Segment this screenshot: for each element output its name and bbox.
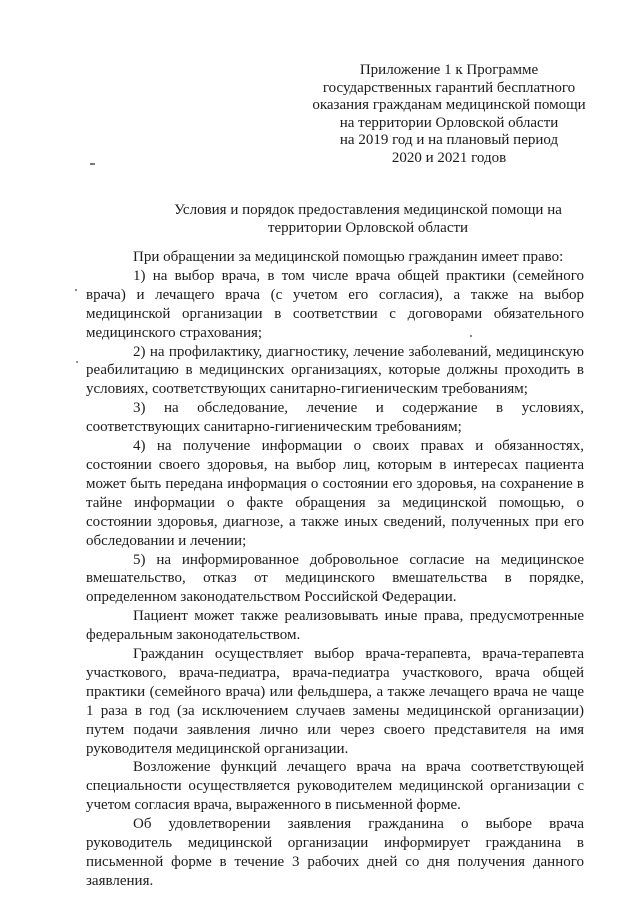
right-item-4: 4) на получение информации о своих правах и обязанностях, состоянии своего здоровья, на выбор лиц, которым в интересах пациента может быть передана информация о состоянии его здоровья, на сохранение в тайне информации о факте обращения за медицинской помощью, о состоянии здоровья, диагнозе, а также иных сведений, полученных при его обследовании и лечении; <box>86 438 584 549</box>
appendix-line: Приложение 1 к Программе <box>359 62 539 78</box>
right-item-3: 3) на обследование, лечение и содержание в условиях, соответствующих санитарно-гигиеническим требованиям; <box>86 400 584 436</box>
scan-speck <box>75 289 77 291</box>
body-paragraph: Пациент может также реализовывать иные права, предусмотренные федеральным законодательством. <box>86 608 584 644</box>
scan-speck <box>76 361 78 363</box>
title-line: Условия и порядок предоставления медицинской помощи на <box>174 202 562 218</box>
right-item-5: 5) на информированное добровольное согласие на медицинское вмешательство, отказ от медицинского вмешательства в порядке, определенном законодательством Российской Федерации. <box>86 551 584 606</box>
appendix-line: на 2019 год и на плановый период <box>339 132 559 148</box>
appendix-line: на территории Орловской области <box>339 114 559 131</box>
right-item-2: 2) на профилактику, диагностику, лечение заболеваний, медицинскую реабилитацию в медицинских организациях, которые должны проходить в условиях, соответствующих санитарно-гигиеническим требованиям; <box>86 343 584 398</box>
appendix-header <box>296 62 602 167</box>
document-title <box>120 201 616 237</box>
body-paragraph: Об удовлетворении заявления гражданина о выборе врача руководитель медицинской организации информирует гражданина в письменной форме в течение 3 рабочих дней со дня получения данного заявления. <box>86 816 584 889</box>
body-paragraph: Возложение функций лечащего врача на врача соответствующей специальности осуществляется руководителем медицинской организации с учетом согласия врача, выраженного в письменной форме. <box>86 759 584 814</box>
right-item-1: 1) на выбор врача, в том числе врача общей практики (семейного врача) и лечащего врача (с учетом его согласия), а также на выбор медицинской организации в соответствии с договорами обязательного медицинского страхования; <box>86 267 584 341</box>
scan-speck <box>90 163 95 165</box>
appendix-line: оказания гражданам медицинской помощи <box>312 97 586 113</box>
appendix-line: 2020 и 2021 годов <box>391 149 507 166</box>
title-line: территории Орловской области <box>267 220 469 236</box>
intro-paragraph: При обращении за медицинской помощью гражданин имеет право: <box>133 249 564 265</box>
document-body <box>86 248 584 891</box>
appendix-line: государственных гарантий бесплатного <box>322 79 576 96</box>
body-paragraph: Гражданин осуществляет выбор врача-терапевта, врача-терапевта участкового, врача-педиатра, врача-педиатра участкового, врача общей практики (семейного врача) или фельдшера, а также лечащего врача не чаще 1 раза в год (за исключением случаев замены медицинской организации) путем подачи заявления лично или через своего представителя на имя руководителя медицинской организации. <box>86 646 584 757</box>
